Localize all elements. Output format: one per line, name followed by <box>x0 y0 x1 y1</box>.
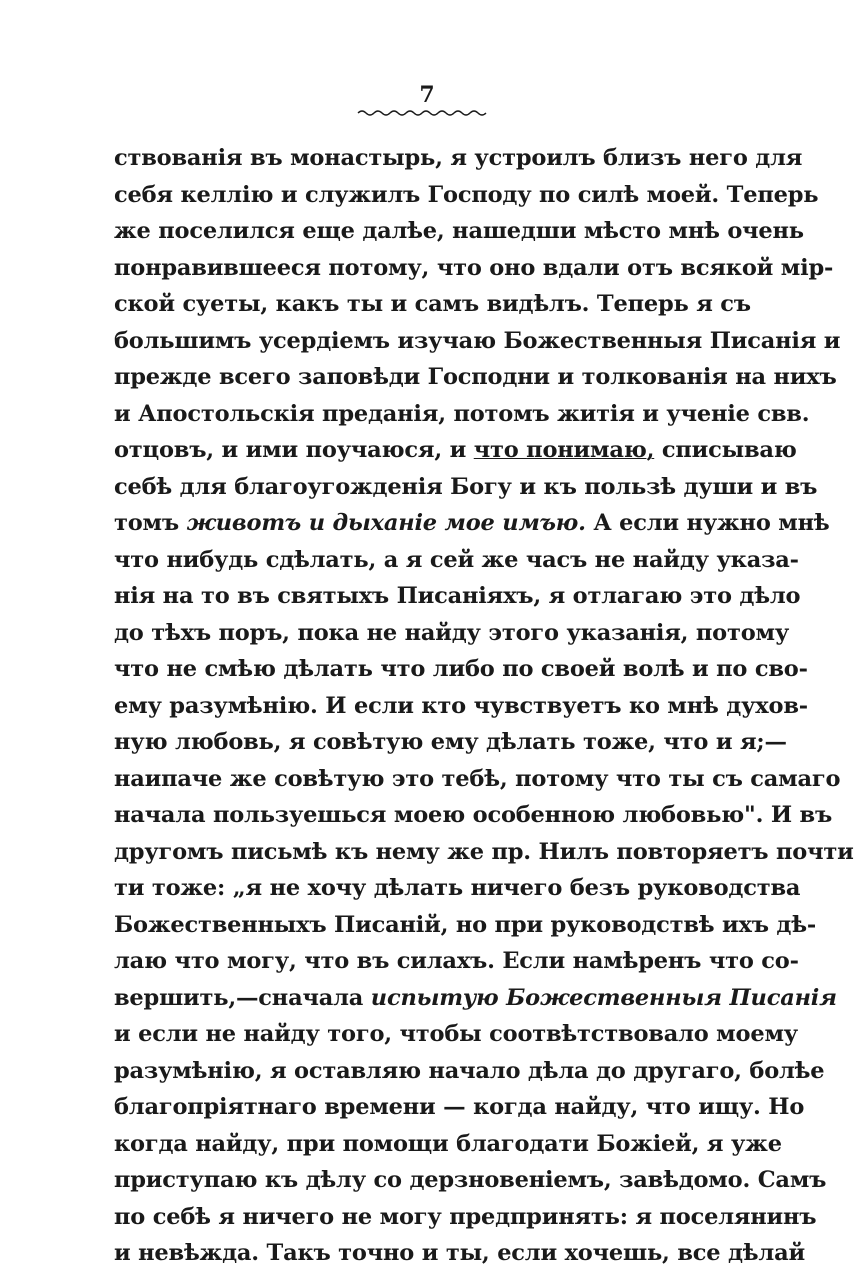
text-line <box>114 834 854 871</box>
body-text <box>114 140 854 1272</box>
page-number: 7 <box>419 82 435 108</box>
italic-phrase: испытую Божественныя Писанія <box>370 984 837 1011</box>
underlined-phrase: что понимаю, <box>473 437 655 463</box>
text-line <box>114 1053 825 1090</box>
text-segment: ской суеты, какъ ты и самъ видѣлъ. Теперь я съ <box>114 291 751 317</box>
text-segment: А если нужно мнѣ <box>585 510 830 536</box>
text-segment: лаю что могу, что въ силахъ. Если намѣренъ что со- <box>114 948 799 974</box>
text-segment: когда найду, при помощи благодати Божіей, я уже <box>114 1130 782 1157</box>
text-line <box>114 651 808 688</box>
text-segment: ти тоже: „я не хочу дѣлать ничего безъ руководства <box>114 875 801 901</box>
text-segment: себѣ для благоугожденія Богу и къ пользѣ души и въ <box>114 473 818 500</box>
text-line <box>114 907 816 944</box>
text-line <box>114 688 808 725</box>
text-segment: томъ <box>114 510 187 536</box>
text-segment: ствованія въ монастырь, я устроилъ близъ него для <box>114 145 803 171</box>
text-segment: ему разумѣнію. И если кто чувствуетъ ко мнѣ духов- <box>114 692 808 719</box>
text-segment: до тѣхъ поръ, пока не найду этого указанія, потому <box>114 619 790 646</box>
text-line <box>114 1199 817 1236</box>
text-line <box>114 140 803 177</box>
page-header <box>0 82 840 108</box>
text-line <box>114 432 797 469</box>
text-line <box>114 213 804 250</box>
text-segment: себя келлію и служилъ Господу по силѣ моей. Теперь <box>114 181 819 208</box>
text-segment: вершить,—сначала <box>114 984 371 1011</box>
text-line <box>114 797 833 834</box>
text-line <box>114 870 801 907</box>
text-line <box>114 578 801 615</box>
text-segment: что нибудь сдѣлать, а я сей же часъ не найду указа- <box>114 546 799 573</box>
text-segment: другомъ письмѣ къ нему же пр. Нилъ повторяетъ почти <box>114 838 854 865</box>
text-segment: разумѣнію, я оставляю начало дѣла до другаго, болѣе <box>114 1057 825 1084</box>
text-line <box>114 1162 827 1199</box>
text-segment: ную любовь, я совѣтую ему дѣлать тоже, что и я;— <box>114 729 787 755</box>
text-line <box>114 469 818 506</box>
text-line <box>114 724 787 761</box>
text-segment: списываю <box>654 437 797 463</box>
text-segment: понравившееся потому, что оно вдали отъ всякой мір- <box>114 254 834 281</box>
text-line <box>114 177 819 214</box>
text-segment: приступаю къ дѣлу со дерзновеніемъ, завѣдомо. Самъ <box>114 1167 827 1193</box>
text-segment: прежде всего заповѣди Господни и толкованія на нихъ <box>114 364 837 390</box>
text-segment: по себѣ я ничего не могу предпринять: я поселянинъ <box>114 1203 817 1230</box>
text-line <box>114 761 841 798</box>
text-line <box>114 1126 782 1163</box>
text-line <box>114 615 790 652</box>
text-segment: благопріятнаго времени — когда найду, что ищу. Но <box>114 1094 805 1120</box>
text-line <box>114 980 837 1017</box>
text-segment: отцовъ, и ими поучаюся, и <box>114 437 474 463</box>
text-line <box>114 542 799 579</box>
italic-phrase: животъ и дыханіе мое имъю. <box>186 510 586 536</box>
text-line <box>114 396 810 433</box>
text-segment: Божественныхъ Писаній, но при руководствѣ ихъ дѣ- <box>114 911 816 938</box>
text-segment: начала пользуешься моею особенною любовью". И въ <box>114 802 833 828</box>
wavy-rule-ornament <box>358 108 486 118</box>
text-segment: и невѣжда. Такъ точно и ты, если хочешь, все дѣлай <box>114 1240 805 1266</box>
text-line <box>114 1016 798 1053</box>
text-line <box>114 1235 805 1272</box>
text-segment: и Апостольскія преданія, потомъ житія и ученіе свв. <box>114 400 810 427</box>
text-line <box>114 250 834 287</box>
text-line <box>114 286 751 323</box>
text-segment: же поселился еще далѣе, нашедши мѣсто мнѣ очень <box>114 218 804 244</box>
text-segment: что не смѣю дѣлать что либо по своей волѣ и по сво- <box>114 656 808 682</box>
text-line <box>114 943 799 980</box>
text-segment: нія на то въ святыхъ Писаніяхъ, я отлагаю это дѣло <box>114 583 801 609</box>
text-line <box>114 323 841 360</box>
text-segment: и если не найду того, чтобы соотвѣтствовало моему <box>114 1021 798 1047</box>
text-line <box>114 505 830 542</box>
text-segment: большимъ усердіемъ изучаю Божественныя Писанія и <box>114 327 841 354</box>
text-line <box>114 1089 805 1126</box>
text-segment: наипаче же совѣтую это тебѣ, потому что ты съ самаго <box>114 765 841 792</box>
text-line <box>114 359 837 396</box>
